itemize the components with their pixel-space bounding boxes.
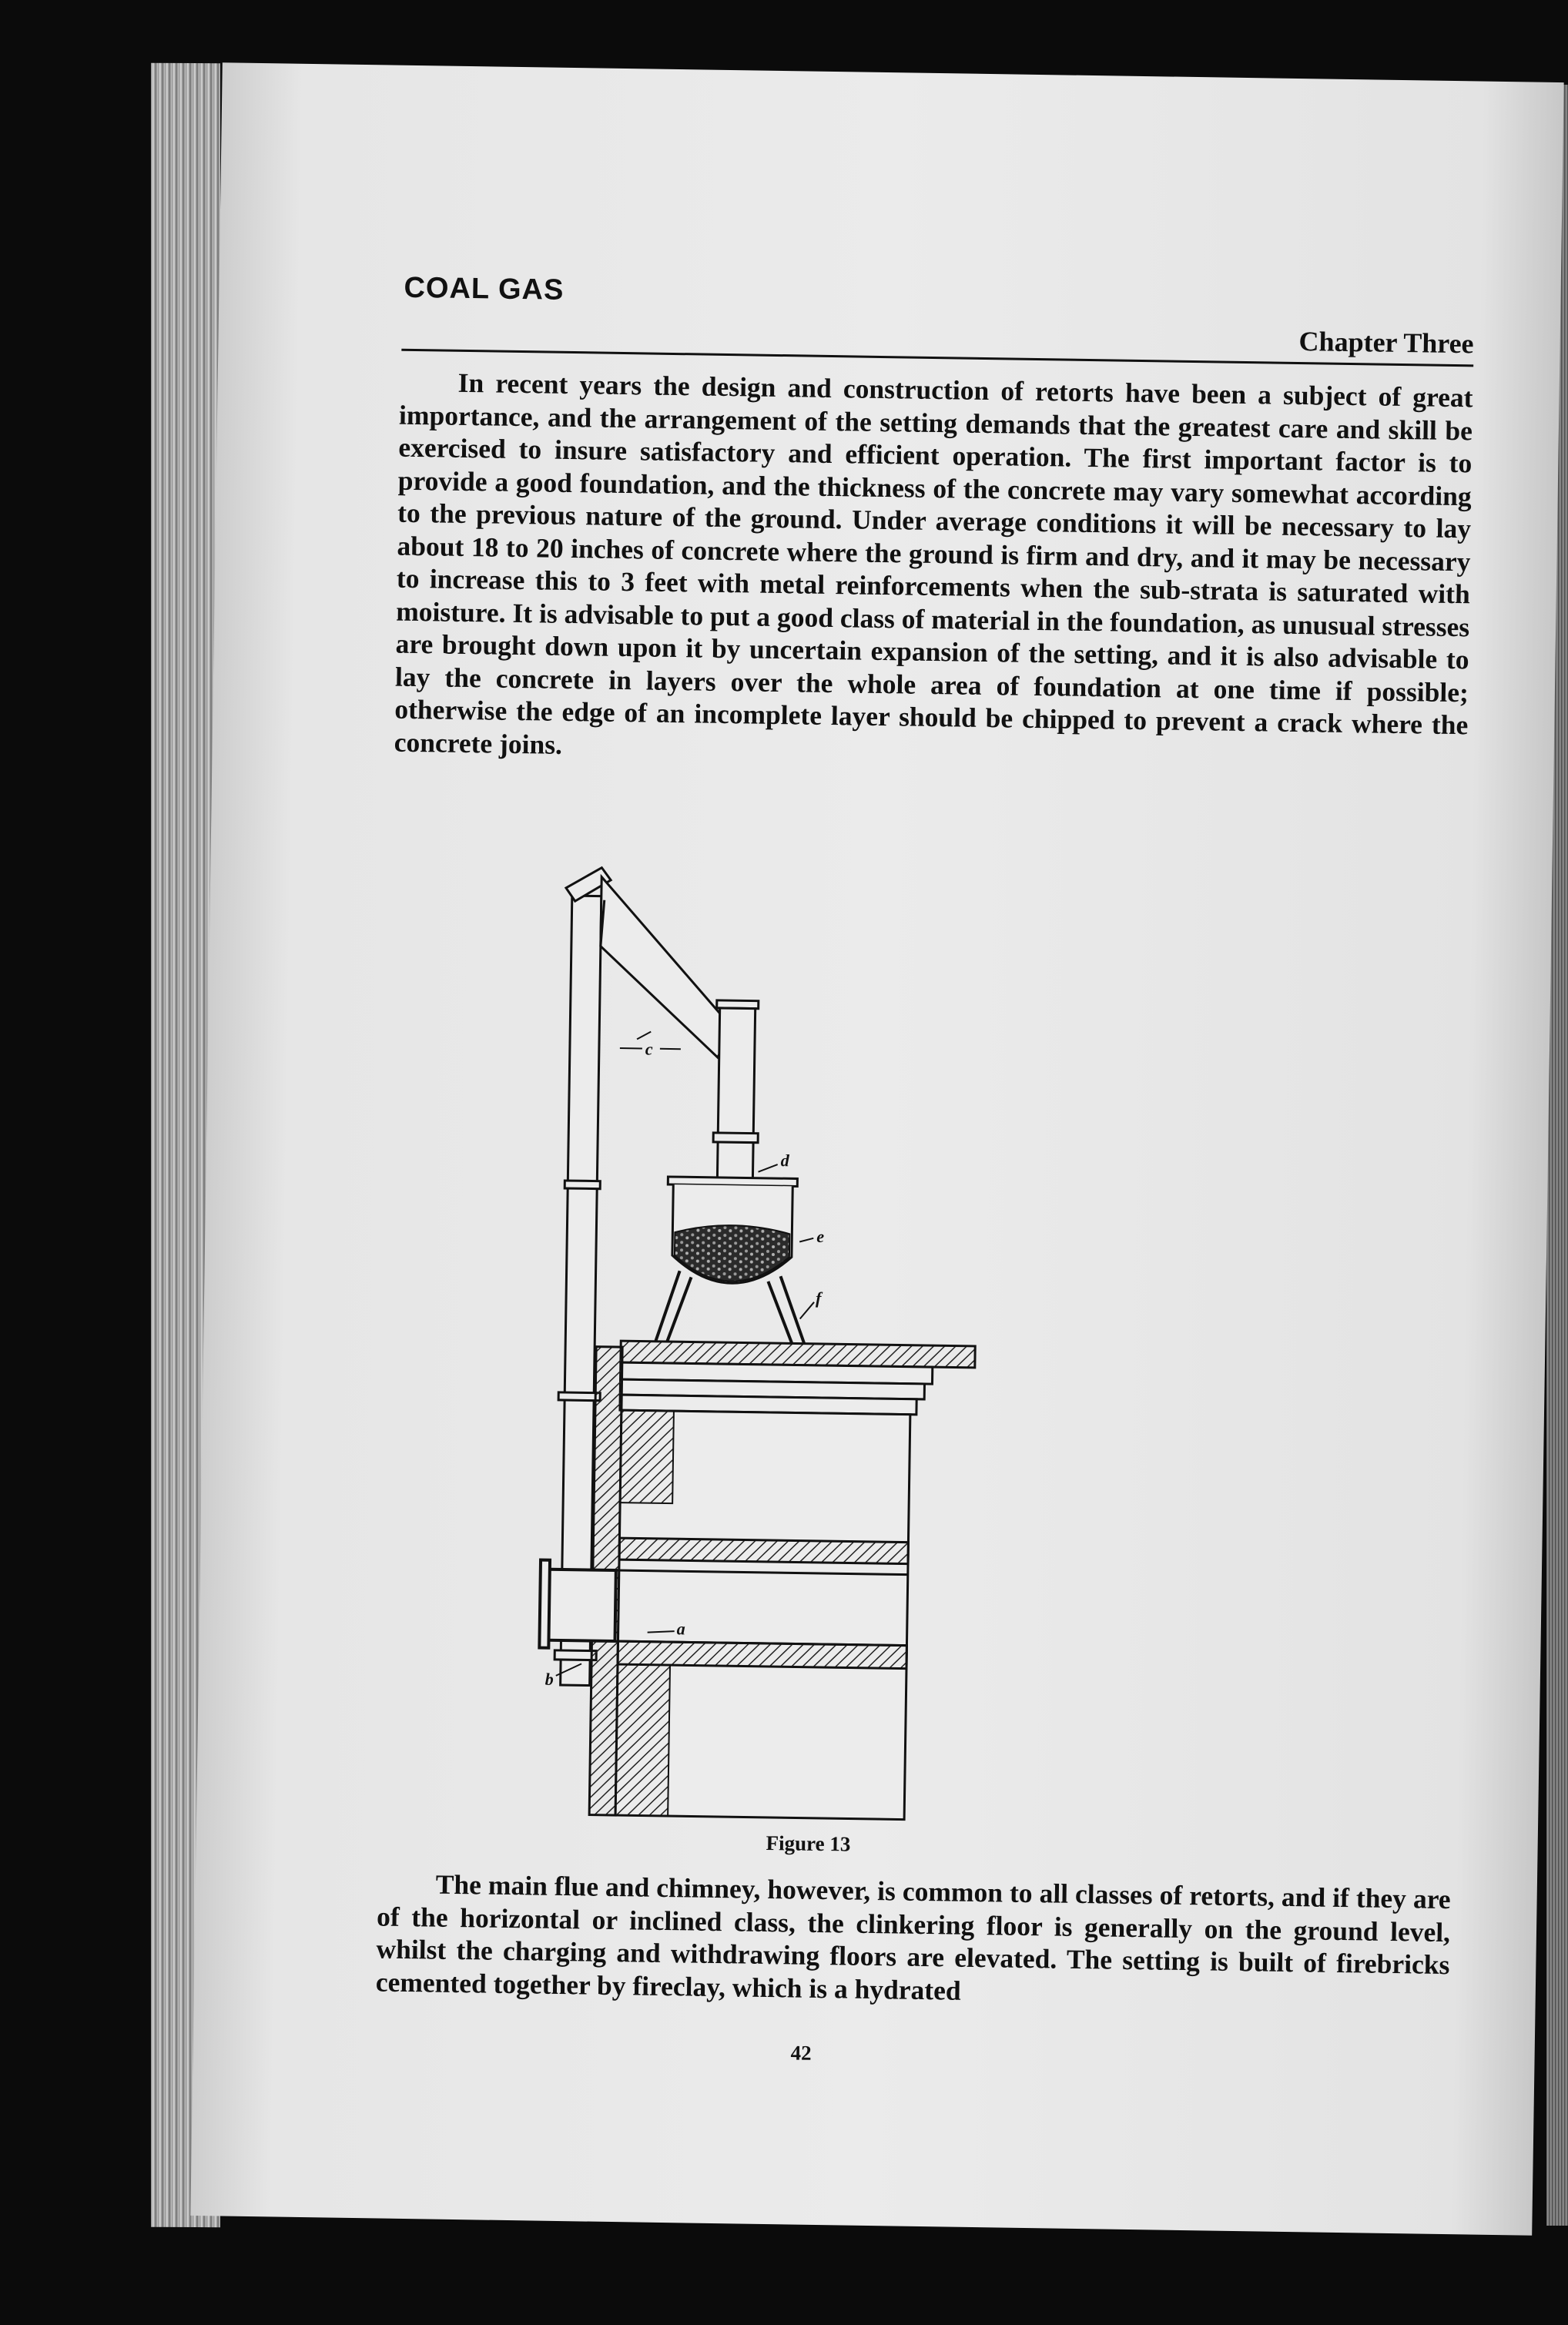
page-number: 42 (790, 2041, 812, 2065)
hydraulic-main (666, 1177, 797, 1284)
setting-top-slab (620, 1341, 975, 1415)
figure-label-d: d (780, 1151, 789, 1171)
figure-13-illustration (498, 853, 990, 1853)
retort-setting-drawing (498, 853, 990, 1853)
running-head: COAL GAS (404, 271, 565, 307)
setting-brickwork (589, 1347, 911, 1820)
figure-label-f: f (815, 1288, 822, 1308)
body-paragraph-continued: The main flue and chimney, however, is common to all classes of retorts, and if they are of the horizontal or inclined class, the clinkering floor is generally on the ground level, whilst the charging and withdrawing floors are elevated. The setting is built of firebricks cemented together by fireclay, which is a hydrated (375, 1868, 1451, 2006)
bridge-pipe (599, 877, 735, 1058)
chapter-label: Chapter Three (1298, 326, 1474, 360)
figure-label-a: a (676, 1619, 685, 1639)
figure-caption: Figure 13 (766, 1831, 851, 1856)
dip-pipe (712, 1000, 760, 1205)
figure-label-e: e (816, 1226, 825, 1246)
body-paragraph: In recent years the design and construction of retorts have been a subject of great importance, and the arrangement of the setting demands that the greatest care and skill be exercised to insure satisfactory and efficient operation. The first important factor is to provide a good foundation, and the thickness of the concrete may vary somewhat according to the previous nature of the ground. Under average conditions it will be necessary to lay about 18 to 20 inches of concrete where the ground is firm and dry, and it may be necessary to increase this to 3 feet with metal reinforcements when the sub-strata is saturated with moisture. It is advisable to put a good class of material in the foundation, as unusual stresses are brought down upon it by uncertain expansion of the setting, and it is also advisable to lay the concrete in layers over the whole area of foundation at one time if possible; otherwise the edge of an incomplete layer should be chipped to prevent a crack where the concrete joins. (394, 367, 1473, 760)
figure-label-b: b (544, 1669, 554, 1689)
book-page (190, 62, 1563, 2236)
figure-label-c: c (645, 1039, 653, 1059)
